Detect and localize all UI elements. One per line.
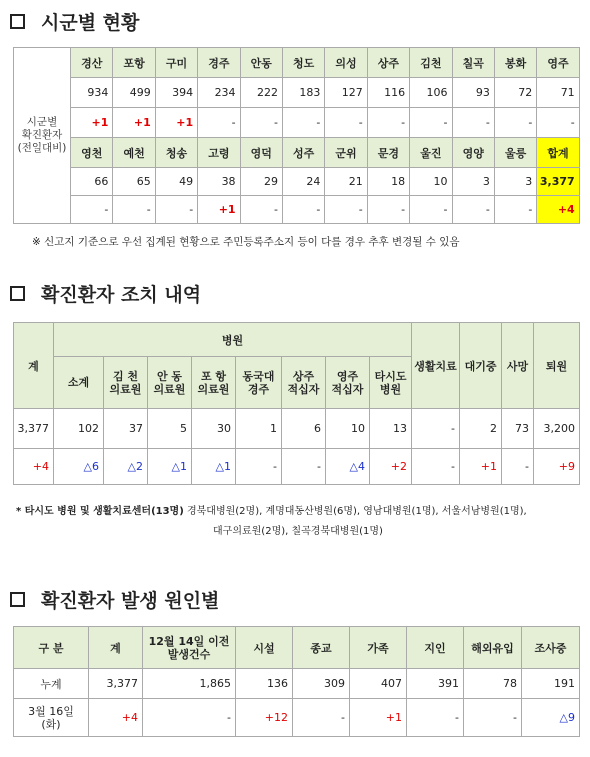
region-count: 93: [452, 78, 494, 108]
region-change: -: [240, 108, 282, 138]
region-change: -: [494, 196, 536, 224]
measure-change: △2: [104, 449, 148, 485]
region-name: 울릉: [494, 138, 536, 168]
cause-change: +1: [350, 699, 407, 737]
region-count: 394: [155, 78, 197, 108]
measure-change: +4: [14, 449, 54, 485]
region-change: -: [71, 196, 113, 224]
region-name: 청송: [155, 138, 197, 168]
measure-value: 30: [192, 409, 236, 449]
measure-value: 73: [502, 409, 534, 449]
measure-value: 102: [54, 409, 104, 449]
region-count: 116: [367, 78, 409, 108]
cause-change: -: [143, 699, 236, 737]
region-change: -: [367, 108, 409, 138]
region-change: -: [452, 108, 494, 138]
measure-change: +2: [370, 449, 412, 485]
cause-total: 3,377: [89, 669, 143, 699]
region-count: 38: [198, 168, 240, 196]
cause-change: +12: [236, 699, 293, 737]
note-bold: * 타시도 병원 및 생활치료센터(13명): [16, 506, 184, 517]
region-count: 24: [282, 168, 324, 196]
cause-header: 지인: [407, 627, 464, 669]
cause-total: 78: [464, 669, 522, 699]
measure-change: -: [236, 449, 282, 485]
region-change: -: [155, 196, 197, 224]
region-name: 성주: [282, 138, 324, 168]
cause-header: 시설: [236, 627, 293, 669]
region-count: 499: [113, 78, 155, 108]
region-name: 영천: [71, 138, 113, 168]
region-name: 칠곡: [452, 48, 494, 78]
region-change: +1: [198, 196, 240, 224]
region-change: -: [282, 108, 324, 138]
section-title-causes: [10, 586, 219, 613]
region-change: -: [367, 196, 409, 224]
hospital-subheader: 소계: [54, 357, 104, 409]
cause-change: -: [293, 699, 350, 737]
measure-value: 3,377: [14, 409, 54, 449]
cause-total: 309: [293, 669, 350, 699]
measure-value: 6: [282, 409, 326, 449]
region-name: 청도: [282, 48, 324, 78]
region-count: 66: [71, 168, 113, 196]
region-status-table: [13, 47, 580, 224]
cause-header: 해외유입: [464, 627, 522, 669]
region-change: +1: [155, 108, 197, 138]
measure-change: △1: [192, 449, 236, 485]
region-change: +1: [113, 108, 155, 138]
cause-header: 가족: [350, 627, 407, 669]
cause-total: 191: [522, 669, 580, 699]
cause-total: 136: [236, 669, 293, 699]
measure-value: 5: [148, 409, 192, 449]
total-change: +4: [537, 196, 579, 224]
hospital-subheader: 영주 적십자: [326, 357, 370, 409]
region-change: -: [537, 108, 579, 138]
cause-change: +4: [89, 699, 143, 737]
region-name: 봉화: [494, 48, 536, 78]
region-change: -: [325, 196, 367, 224]
measure-value: 37: [104, 409, 148, 449]
region-name: 고령: [198, 138, 240, 168]
section-title-text: 확진환자 조치 내역: [41, 284, 202, 306]
measure-change: +9: [534, 449, 580, 485]
measure-value: -: [412, 409, 460, 449]
cause-header: 조사중: [522, 627, 580, 669]
region-name: 경산: [71, 48, 113, 78]
region-name: 포항: [113, 48, 155, 78]
measure-value: 10: [326, 409, 370, 449]
hospital-subheader: 포 항 의료원: [192, 357, 236, 409]
cause-header: 12월 14일 이전 발생건수: [143, 627, 236, 669]
region-change: +1: [71, 108, 113, 138]
cause-total: 1,865: [143, 669, 236, 699]
measure-change: -: [282, 449, 326, 485]
region-row: [14, 48, 580, 78]
causes-table: [13, 626, 580, 737]
region-row: [14, 168, 580, 196]
row-label: 누계: [14, 669, 89, 699]
section-title-text: 시군별 현황: [41, 12, 140, 34]
region-row: [14, 138, 580, 168]
region-name: 영덕: [240, 138, 282, 168]
cause-change: △9: [522, 699, 580, 737]
region-name: 군위: [325, 138, 367, 168]
total-count: 3,377: [537, 168, 579, 196]
region-name: 김천: [410, 48, 452, 78]
region-count: 65: [113, 168, 155, 196]
cause-header: 구 분: [14, 627, 89, 669]
checkbox-square-icon: [10, 14, 25, 29]
measure-value: 13: [370, 409, 412, 449]
region-count: 222: [240, 78, 282, 108]
measure-change: +1: [460, 449, 502, 485]
region-row: [14, 78, 580, 108]
region-name: 울진: [410, 138, 452, 168]
region-name: 의성: [325, 48, 367, 78]
header-waiting: 대기중: [460, 323, 502, 409]
region-note: ※ 신고지 기준으로 우선 집계된 현황으로 주민등록주소지 등이 다를 경우 추후 변경될 수 있음: [32, 236, 460, 248]
region-count: 49: [155, 168, 197, 196]
region-change: -: [325, 108, 367, 138]
hospital-subheader: 동국대 경주: [236, 357, 282, 409]
region-name: 구미: [155, 48, 197, 78]
measure-change: △6: [54, 449, 104, 485]
note-rest: 경북대병원(2명), 계명대동산병원(6명), 영남대병원(1명), 서울서남병원(1명),: [183, 506, 527, 517]
region-count: 10: [410, 168, 452, 196]
measures-note-line2: 대구의료원(2명), 칠곡경북대병원(1명): [213, 526, 383, 537]
hospital-subheader: 김 천 의료원: [104, 357, 148, 409]
header-death: 사망: [502, 323, 534, 409]
cause-total: 391: [407, 669, 464, 699]
region-change: -: [240, 196, 282, 224]
header-hospital: 병원: [54, 323, 412, 357]
region-count: 21: [325, 168, 367, 196]
region-count: 71: [537, 78, 579, 108]
section-title-region-status: [10, 8, 139, 35]
measure-value: 1: [236, 409, 282, 449]
region-change: -: [410, 108, 452, 138]
region-change: -: [452, 196, 494, 224]
region-change: -: [410, 196, 452, 224]
region-name: 안동: [240, 48, 282, 78]
measure-value: 2: [460, 409, 502, 449]
region-count: 18: [367, 168, 409, 196]
region-count: 29: [240, 168, 282, 196]
row-date-label: 3월 16일 (화): [14, 699, 89, 737]
region-count: 3: [494, 168, 536, 196]
region-name: 문경: [367, 138, 409, 168]
section-title-measures: [10, 280, 201, 307]
measure-value: 3,200: [534, 409, 580, 449]
cause-change: -: [407, 699, 464, 737]
region-change: -: [282, 196, 324, 224]
region-count: 106: [410, 78, 452, 108]
total-header: 합계: [537, 138, 579, 168]
hospital-subheader: 안 동 의료원: [148, 357, 192, 409]
side-label: 시군별 확진환자 (전일대비): [14, 48, 71, 224]
region-name: 영주: [537, 48, 579, 78]
cause-header: 계: [89, 627, 143, 669]
region-count: 3: [452, 168, 494, 196]
hospital-subheader: 상주 적십자: [282, 357, 326, 409]
measure-change: △4: [326, 449, 370, 485]
region-name: 상주: [367, 48, 409, 78]
region-count: 934: [71, 78, 113, 108]
checkbox-square-icon: [10, 286, 25, 301]
cause-header: 종교: [293, 627, 350, 669]
region-change: -: [494, 108, 536, 138]
region-count: 183: [282, 78, 324, 108]
header-center: 생활치료: [412, 323, 460, 409]
region-name: 영양: [452, 138, 494, 168]
cause-total: 407: [350, 669, 407, 699]
measures-note: [16, 502, 527, 517]
region-row: [14, 196, 580, 224]
measure-change: -: [502, 449, 534, 485]
region-count: 234: [198, 78, 240, 108]
header-total: 계: [14, 323, 54, 409]
section-title-text: 확진환자 발생 원인별: [41, 590, 220, 612]
region-count: 72: [494, 78, 536, 108]
region-row: [14, 108, 580, 138]
hospital-subheader: 타시도 병원: [370, 357, 412, 409]
region-change: -: [198, 108, 240, 138]
checkbox-square-icon: [10, 592, 25, 607]
cause-change: -: [464, 699, 522, 737]
region-name: 경주: [198, 48, 240, 78]
measures-table: [13, 322, 580, 485]
measure-change: △1: [148, 449, 192, 485]
region-name: 예천: [113, 138, 155, 168]
region-change: -: [113, 196, 155, 224]
region-count: 127: [325, 78, 367, 108]
measure-change: -: [412, 449, 460, 485]
header-discharge: 퇴원: [534, 323, 580, 409]
